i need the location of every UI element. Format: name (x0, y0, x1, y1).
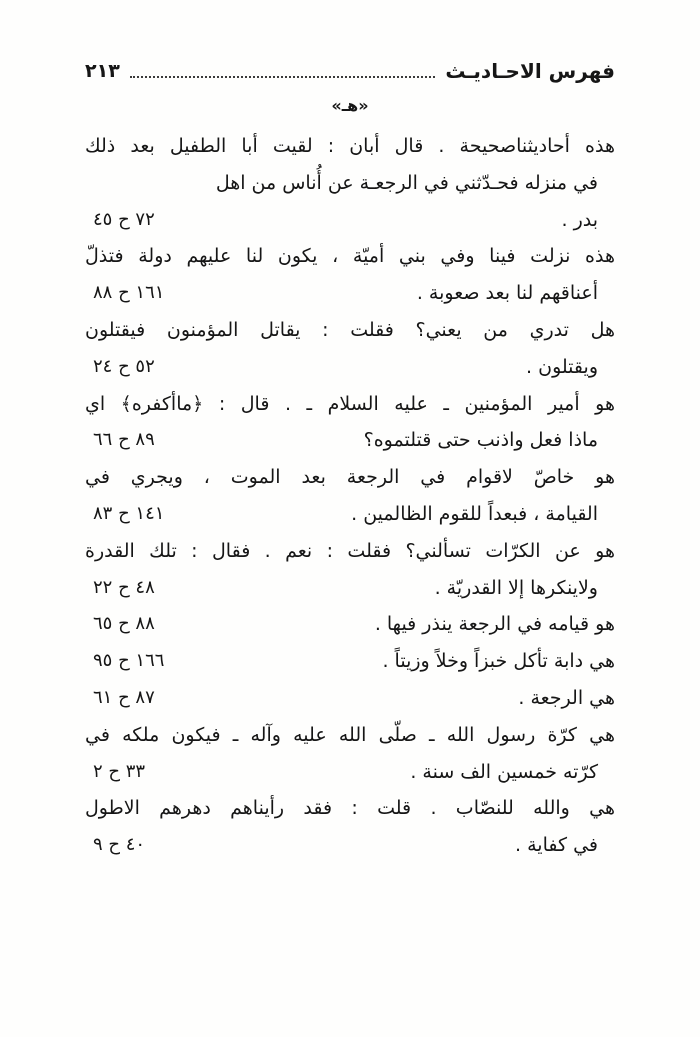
page-header (85, 58, 615, 84)
entry-text-line: هل تدري من يعني؟ فقلت : يقاتل المؤمنون فيقتلون (85, 318, 615, 341)
entry-text-line: هي دابة تأكل خبزاً وخلاً وزيتاً . (382, 650, 615, 673)
entry-page-hadith-reference: ٤٠ ح ٩ (93, 834, 146, 856)
entry-page-hadith-reference: ١٦١ ح ٨٨ (93, 282, 165, 304)
entry-page-hadith-reference: ٣٣ ح ٢ (93, 760, 146, 782)
entry-text-line: في كفاية . (515, 834, 598, 857)
entry-text-line: ولاينكرها إلا القدريّة . (434, 576, 598, 599)
section-letter-heading: «هـ» (331, 96, 369, 115)
index-entry (85, 680, 615, 717)
entry-page-hadith-reference: ٨٧ ح ٦١ (93, 686, 155, 708)
entry-text-line: القيامة ، فبعداً للقوم الظالمين . (351, 502, 598, 525)
index-entry (85, 128, 615, 238)
index-entry (85, 643, 615, 680)
entry-page-hadith-reference: ٥٢ ح ٢٤ (93, 355, 155, 377)
entry-page-hadith-reference: ٨٨ ح ٦٥ (93, 613, 155, 635)
entry-text-line: بدر . (561, 208, 598, 231)
index-entry (85, 238, 615, 312)
entry-text-line: هذه أحاديثناصحيحة . قال أبان : لقيت أبا الطفيل بعد ذلك (85, 135, 615, 157)
entry-page-hadith-reference: ٤٨ ح ٢٢ (93, 576, 155, 598)
entry-page-hadith-reference: ٧٢ ح ٤٥ (93, 208, 155, 230)
entry-text-line: هذه نزلت فينا وفي بني أميّة ، يكون لنا عليهم دولة فتذلّ (85, 245, 615, 268)
page-number: ٢١٣ (85, 60, 120, 82)
entry-page-hadith-reference: ٨٩ ح ٦٦ (93, 429, 155, 451)
entry-text-line: في منزله فحـدّثني في الرجعـة عن أُناس من اهل (215, 171, 598, 194)
entry-text-line: هي والله للنصّاب . قلت : فقد رأيناهم دهرهم الاطول (85, 797, 615, 820)
entry-text-line: هي الرجعة . (518, 686, 615, 709)
entry-text-line: هي كرّة رسول الله ـ صلّى الله عليه وآله ـ فيكون ملكه في (85, 723, 615, 746)
entry-text-line: أعناقهم لنا بعد صعوبة . (416, 282, 598, 305)
entry-page-hadith-reference: ١٤١ ح ٨٣ (93, 502, 165, 524)
entry-text-line: هو قيامه في الرجعة ينذر فيها . (374, 613, 615, 636)
dotted-leader (130, 74, 436, 78)
index-entry (85, 606, 615, 643)
entry-text-line: ماذا فعل واذنب حتى قتلتموه؟ (363, 429, 598, 452)
index-entry (85, 717, 615, 791)
entry-text-line: هو عن الكرّات تسألني؟ فقلت : نعم . فقال : تلك القدرة (85, 539, 615, 562)
hadith-index-list (85, 128, 615, 864)
entry-page-hadith-reference: ١٦٦ ح ٩٥ (93, 650, 165, 672)
entry-text-line: هو خاصّ لاقوام في الرجعة بعد الموت ، ويجري في (85, 466, 615, 489)
index-entry (85, 312, 615, 386)
index-entry (85, 459, 615, 533)
entry-text-line: ويقتلون . (526, 355, 598, 378)
index-entry (85, 790, 615, 864)
entry-text-line: كرّته خمسين الف سنة . (410, 760, 598, 783)
entry-text-line: هو أمير المؤمنين ـ عليه السلام ـ . قال : ﴿ماأكفره﴾ اي (85, 392, 615, 415)
index-entry (85, 533, 615, 607)
index-entry (85, 386, 615, 460)
page-title: فهرس الاحـاديـث (445, 59, 615, 83)
